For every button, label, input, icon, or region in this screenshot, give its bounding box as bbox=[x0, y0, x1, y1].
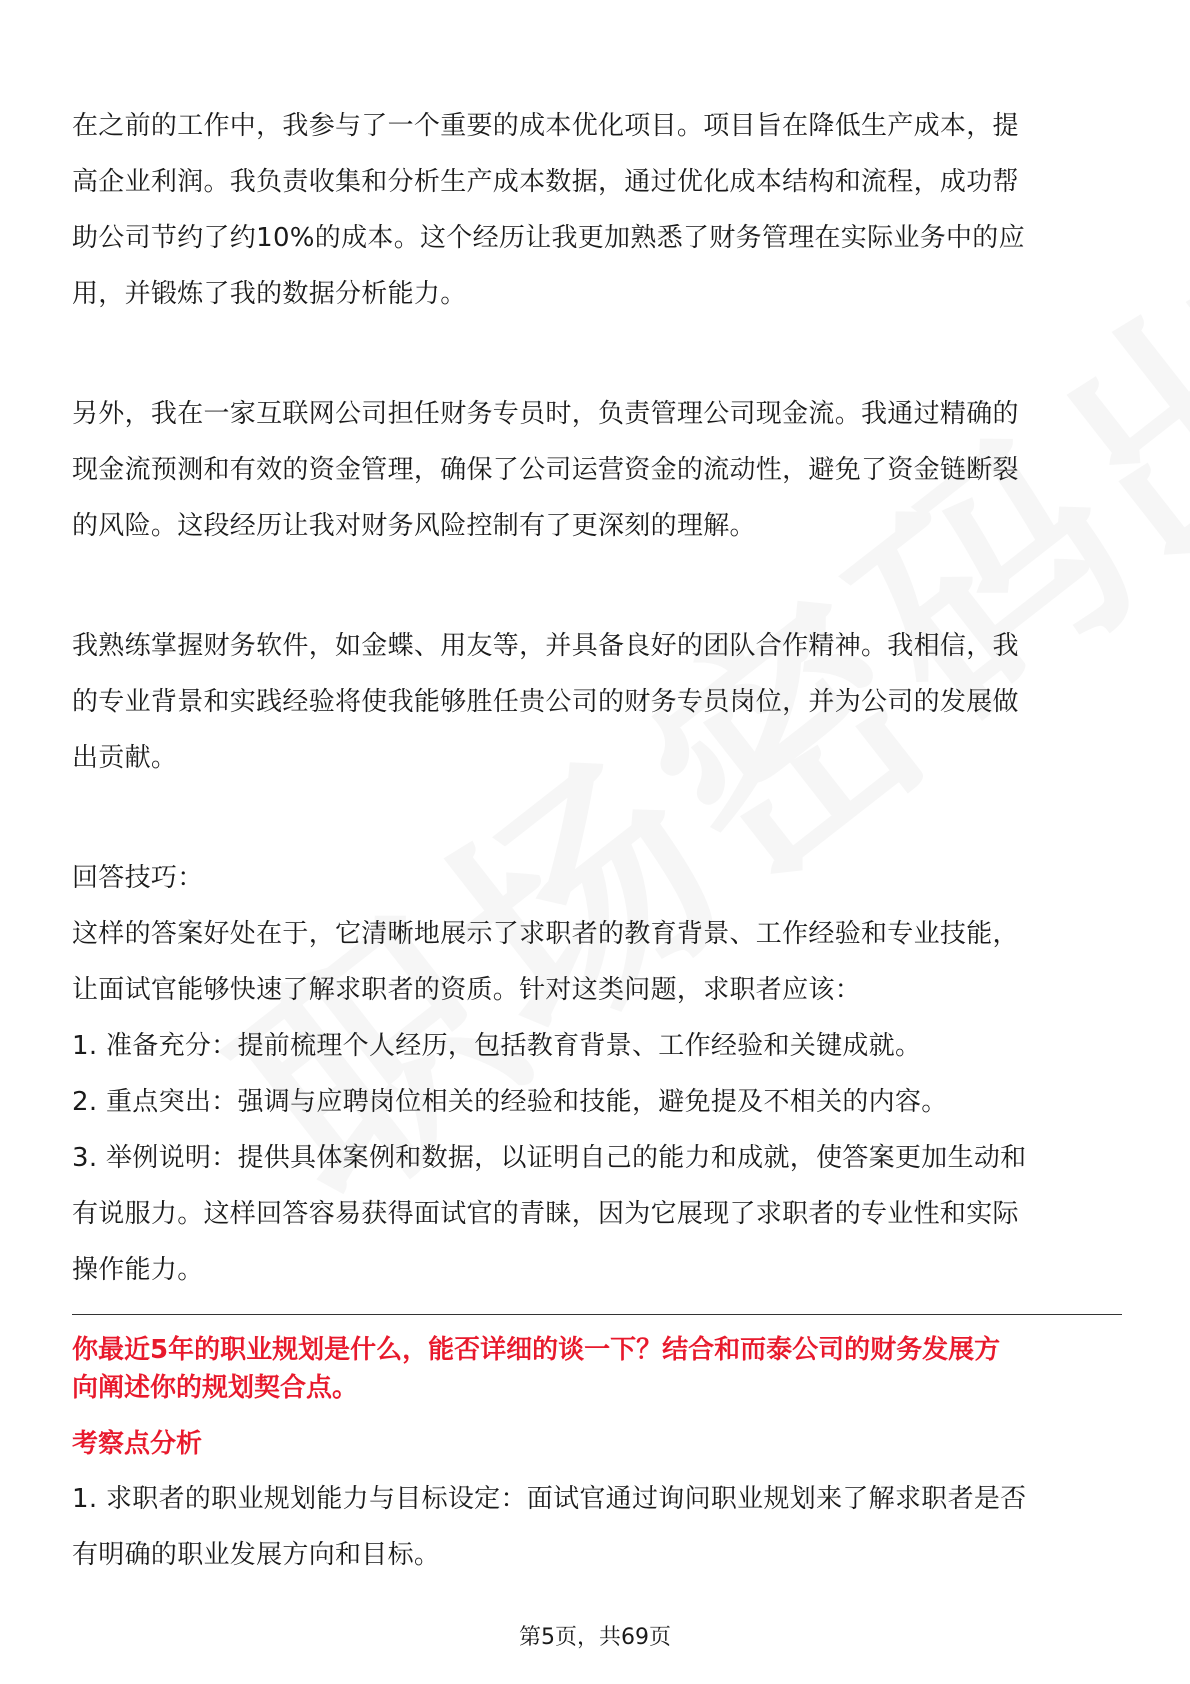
question-line: 向阐述你的规划契合点。 bbox=[72, 1373, 359, 1403]
tips-heading: 回答技巧： bbox=[72, 863, 204, 893]
tips-line: 1. 准备充分：提前梳理个人经历，包括教育背景、工作经验和关键成就。 bbox=[72, 1031, 922, 1061]
text-line: 现金流预测和有效的资金管理，确保了公司运营资金的流动性，避免了资金链断裂 bbox=[72, 455, 1019, 485]
analysis-heading: 考察点分析 bbox=[72, 1429, 203, 1459]
text-line: 另外，我在一家互联网公司担任财务专员时，负责管理公司现金流。我通过精确的 bbox=[72, 399, 1019, 429]
page-number: 第5页，共69页 bbox=[519, 1625, 671, 1650]
tips-line: 2. 重点突出：强调与应聘岗位相关的经验和技能，避免提及不相关的内容。 bbox=[72, 1087, 948, 1117]
paragraph-spacer bbox=[72, 322, 1122, 386]
text-line: 高企业利润。我负责收集和分析生产成本数据，通过优化成本结构和流程，成功帮 bbox=[72, 167, 1019, 197]
section-divider bbox=[72, 1314, 1122, 1315]
analysis-line: 1. 求职者的职业规划能力与目标设定：面试官通过询问职业规划来了解求职者是否 bbox=[72, 1484, 1027, 1514]
tips-line: 让面试官能够快速了解求职者的资质。针对这类问题，求职者应该： bbox=[72, 975, 862, 1005]
interview-question bbox=[72, 1331, 1122, 1407]
text-line: 助公司节约了约10%的成本。这个经历让我更加熟悉了财务管理在实际业务中的应 bbox=[72, 223, 1025, 253]
text-line: 的风险。这段经历让我对财务风险控制有了更深刻的理解。 bbox=[72, 511, 756, 541]
tips-line: 有说服力。这样回答容易获得面试官的青睐，因为它展现了求职者的专业性和实际 bbox=[72, 1199, 1019, 1229]
text-line: 用，并锻炼了我的数据分析能力。 bbox=[72, 279, 467, 309]
text-line: 的专业背景和实践经验将使我能够胜任贵公司的财务专员岗位，并为公司的发展做 bbox=[72, 687, 1019, 717]
tips-line: 这样的答案好处在于，它清晰地展示了求职者的教育背景、工作经验和专业技能， bbox=[72, 919, 1019, 949]
tips-line: 3. 举例说明：提供具体案例和数据，以证明自己的能力和成就，使答案更加生动和 bbox=[72, 1143, 1027, 1173]
question-line: 你最近5年的职业规划是什么，能否详细的谈一下？结合和而泰公司的财务发展方 bbox=[72, 1335, 1001, 1365]
analysis-body bbox=[72, 1471, 1122, 1583]
paragraph-cash-flow bbox=[72, 386, 1122, 554]
paragraph-skills bbox=[72, 618, 1122, 786]
text-line: 出贡献。 bbox=[72, 743, 178, 773]
answer-tips bbox=[72, 850, 1122, 1298]
paragraph-cost-optimization bbox=[72, 98, 1122, 322]
text-line: 在之前的工作中，我参与了一个重要的成本优化项目。项目旨在降低生产成本，提 bbox=[72, 111, 1019, 141]
paragraph-spacer bbox=[72, 786, 1122, 850]
text-line: 我熟练掌握财务软件，如金蝶、用友等，并具备良好的团队合作精神。我相信，我 bbox=[72, 631, 1019, 661]
document-body bbox=[72, 98, 1122, 1583]
paragraph-spacer bbox=[72, 554, 1122, 618]
analysis-line: 有明确的职业发展方向和目标。 bbox=[72, 1540, 441, 1570]
tips-line: 操作能力。 bbox=[72, 1255, 204, 1285]
